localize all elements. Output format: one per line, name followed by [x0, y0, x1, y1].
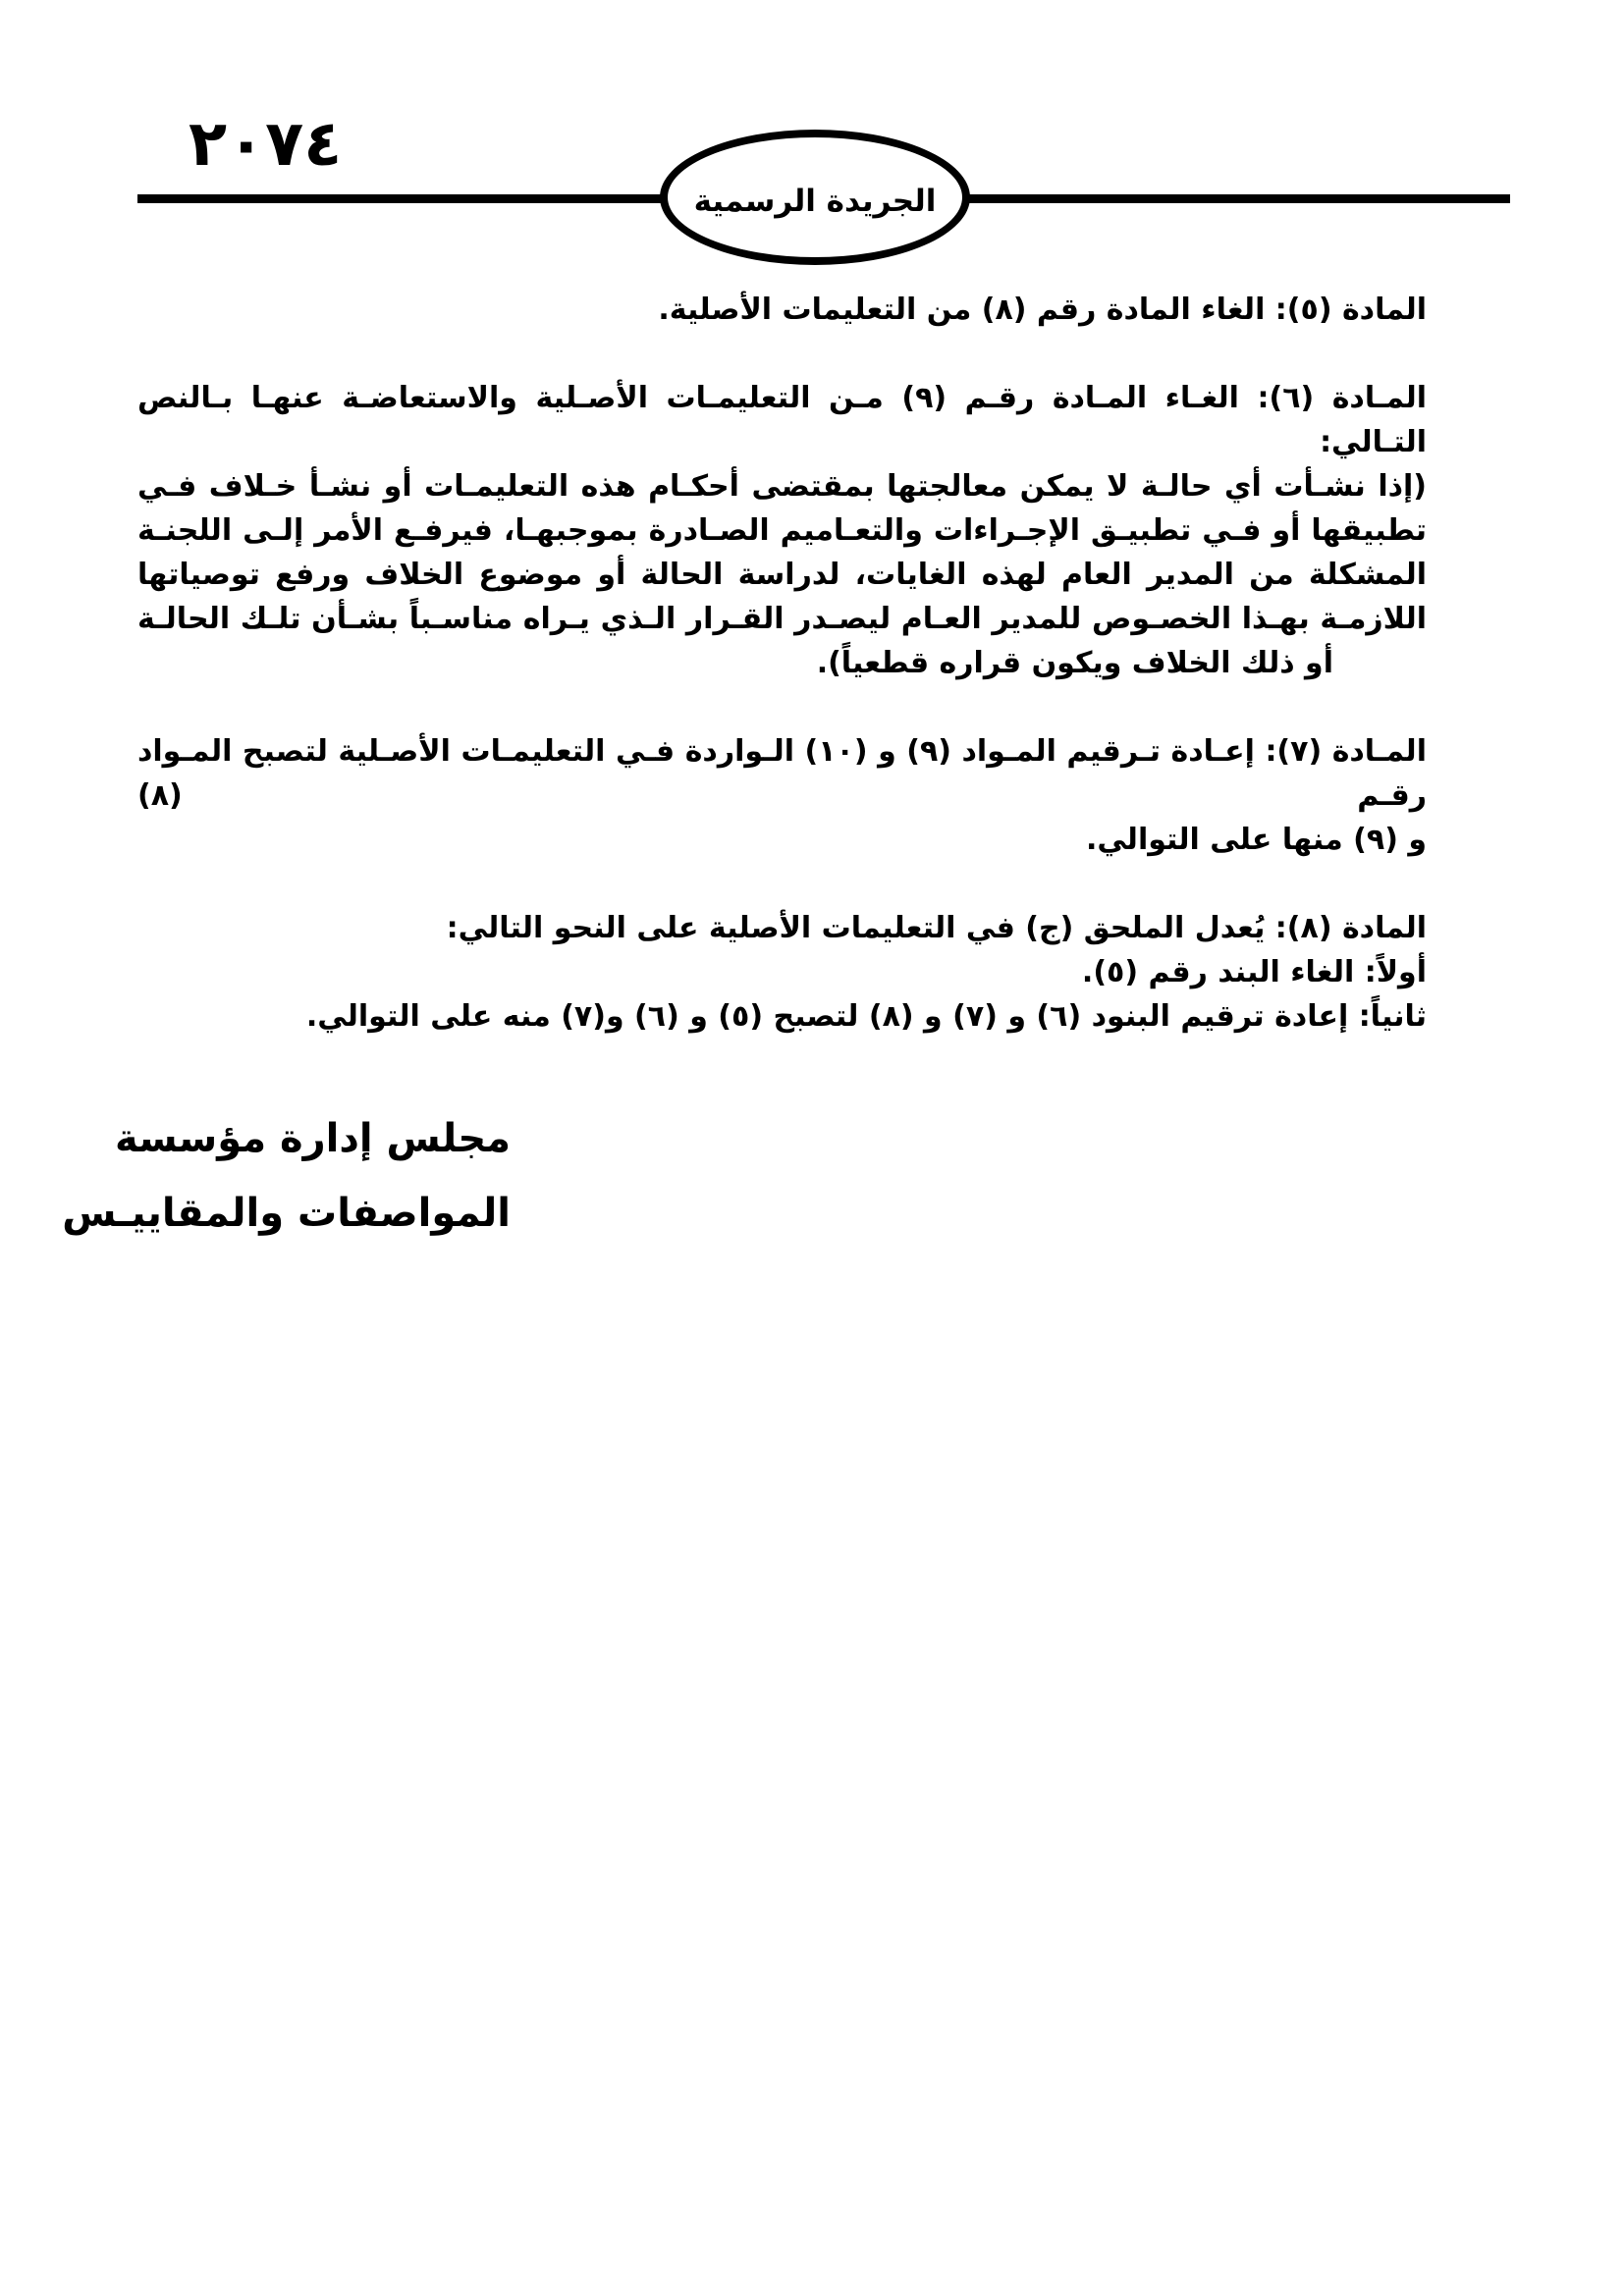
page-number: ٢٠٧٤ [189, 108, 343, 181]
article-6-line-2: (إذا نشـأت أي حالـة لا يمكن معالجتها بمقتضى أحكـام هذه التعليمـات أو نشـأ خـلاف فـي [137, 469, 1427, 504]
official-gazette-badge [660, 130, 970, 265]
article-8-line-2: أولاً: الغاء البند رقم (٥). [1081, 955, 1427, 989]
signature-line-1: مجلس إدارة مؤسسة [114, 1116, 511, 1161]
article-6-line-6: أو ذلك الخلاف ويكون قراره قطعياً). [816, 646, 1333, 680]
article-5-line-1: المادة (٥): الغاء المادة رقم (٨) من التعليمات الأصلية. [658, 293, 1427, 327]
article-6-line-1: المـادة (٦): الغـاء المـادة رقـم (٩) مـن التعليمـات الأصـلية والاستعاضـة عنهـا بـالنص التـالي: [137, 381, 1428, 459]
article-8-line-3: ثانياً: إعادة ترقيم البنود (٦) و (٧) و (٨) لتصبح (٥) و (٦) و(٧) منه على التوالي. [305, 999, 1427, 1034]
article-8-paragraph [137, 906, 1427, 1039]
article-6-paragraph [137, 376, 1427, 685]
articles-text-block [137, 288, 1427, 1083]
article-6-line-5: اللازمـة بهـذا الخصـوص للمدير العـام ليصـدر القـرار الـذي يـراه مناسـباً بشـأن تلـك الحالـة [137, 602, 1427, 636]
article-7-line-2: و (٩) منها على التوالي. [1085, 823, 1427, 857]
article-8-line-1: المادة (٨): يُعدل الملحق (ج) في التعليمات الأصلية على النحو التالي: [446, 911, 1427, 945]
article-7-paragraph [137, 729, 1427, 862]
article-7-line-1: المـادة (٧): إعـادة تـرقيم المـواد (٩) و (١٠) الـواردة فـي التعليمـات الأصـلية لتصبح المـواد رقـم (٨) [137, 734, 1427, 813]
article-6-line-4: المشكلة من المدير العام لهذه الغايات، لدراسة الحالة أو موضوع الخلاف ورفع توصياتها [137, 558, 1427, 592]
signature-line-2: المواصفات والمقاييـس [62, 1191, 511, 1236]
article-5-paragraph [137, 288, 1427, 332]
official-gazette-badge-label: الجريدة الرسمية [693, 184, 937, 219]
article-6-line-3: تطبيقها أو فـي تطبيـق الإجـراءات والتعـاميم الصـادرة بموجبهـا، فيرفـع الأمر إلـى اللجنـة [137, 513, 1427, 548]
signature-block [62, 1101, 511, 1251]
